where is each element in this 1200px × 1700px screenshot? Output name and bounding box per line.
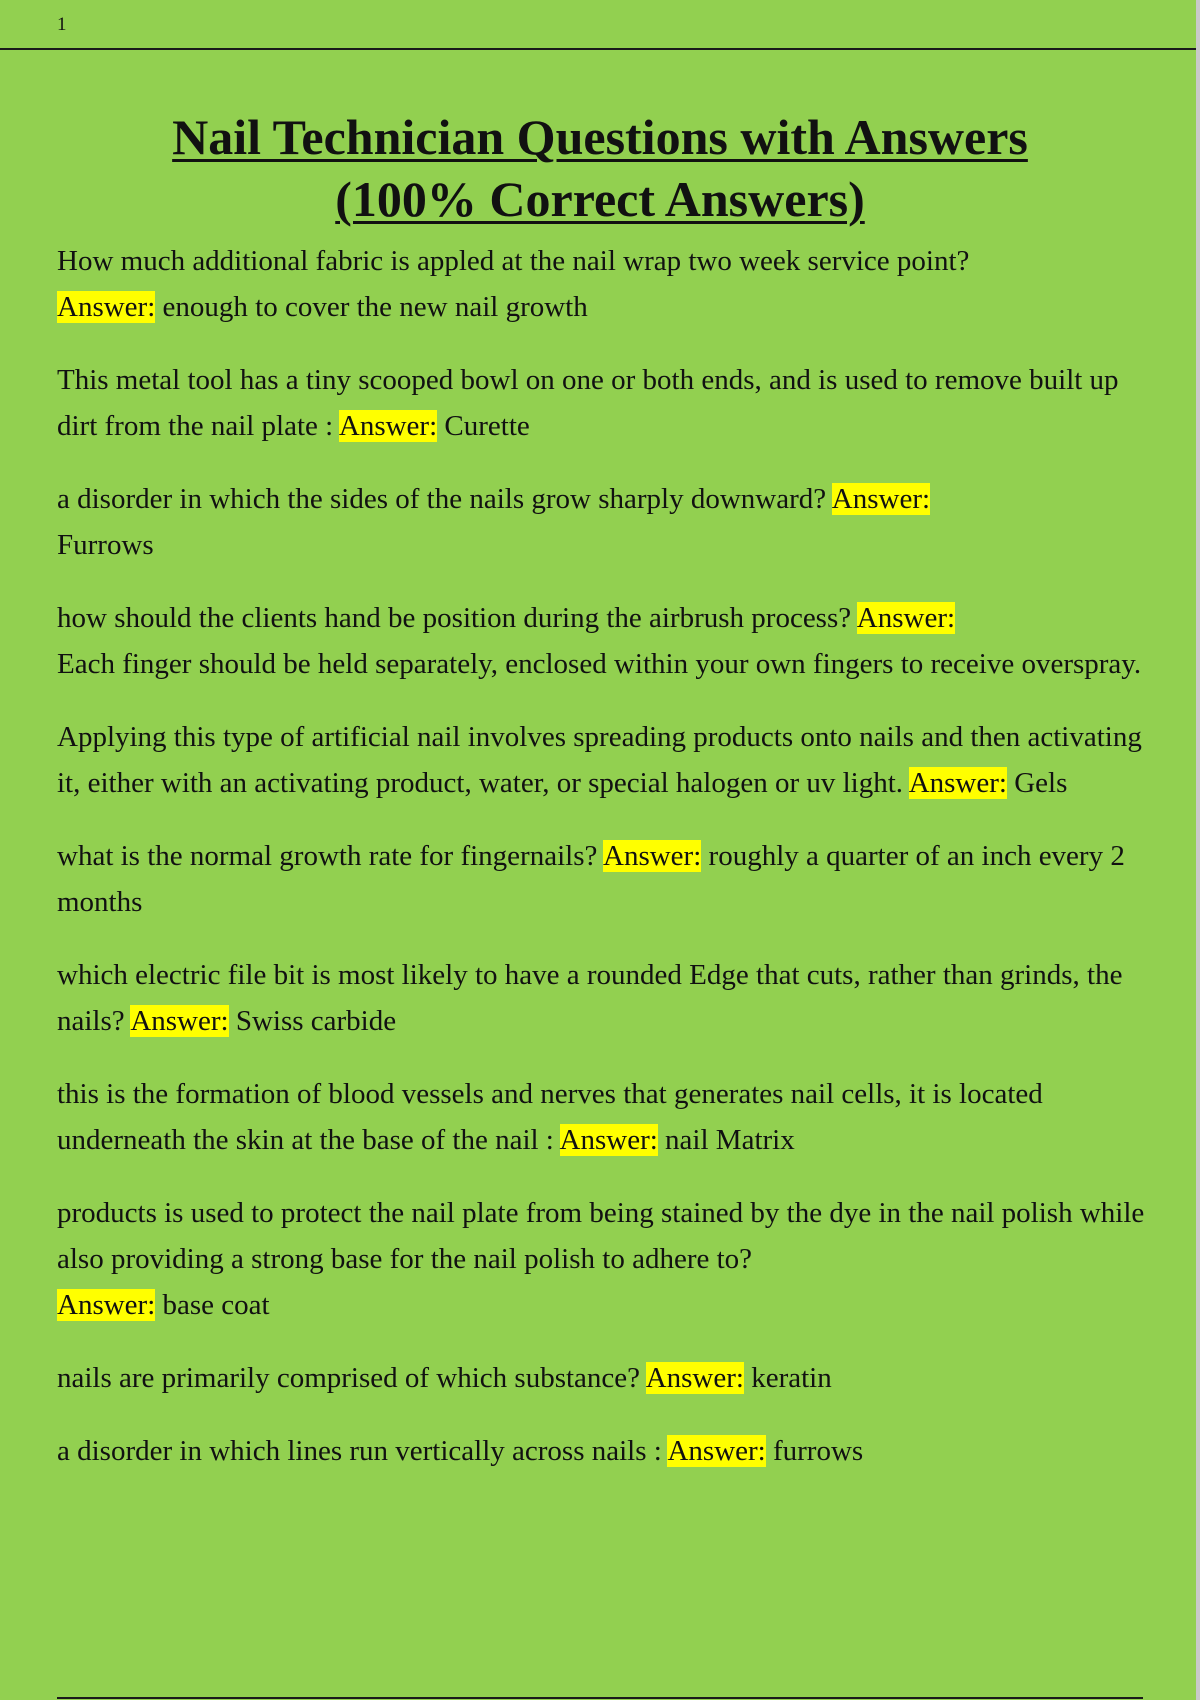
answer-label: Answer: <box>130 1005 229 1037</box>
qa-item <box>57 476 1147 568</box>
answer-label: Answer: <box>57 1289 156 1321</box>
answer-text: Curette <box>444 410 530 442</box>
header-rule <box>0 48 1200 50</box>
answer-label: Answer: <box>667 1435 766 1467</box>
answer-label: Answer: <box>559 1124 658 1156</box>
answer-label: Answer: <box>603 840 702 872</box>
question-text: products is used to protect the nail plate from being stained by the dye in the nail polish while also providing a strong base for the nail polish to adhere to? <box>57 1197 1145 1275</box>
answer-text: furrows <box>772 1435 864 1467</box>
title-line-2: (100% Correct Answers) <box>335 171 865 227</box>
question-text: Applying this type of artificial nail involves spreading products onto nails and then activating it, either with an activating product, water, or special halogen or uv light. <box>57 721 1142 799</box>
question-text: a disorder in which lines run vertically across nails : <box>57 1435 662 1467</box>
answer-label: Answer: <box>908 767 1007 799</box>
answer-label: Answer: <box>338 410 438 442</box>
answer-text: keratin <box>751 1362 832 1394</box>
question-text: how should the clients hand be position during the airbrush process? <box>57 602 852 634</box>
answer-label: Answer: <box>831 483 931 515</box>
question-text: a disorder in which the sides of the nails grow sharply downward? <box>57 483 827 515</box>
qa-item <box>57 595 1147 687</box>
answer-text: Furrows <box>57 529 154 561</box>
qa-item <box>57 238 1147 330</box>
page-number: 1 <box>57 14 67 35</box>
question-text: This metal tool has a tiny scooped bowl on one or both ends, and is used to remove built up dirt from the nail plate : <box>57 364 1119 442</box>
document-title <box>0 106 1200 230</box>
page-edge <box>1196 0 1200 1700</box>
qa-list <box>57 238 1147 1501</box>
qa-item <box>57 1071 1147 1163</box>
qa-item <box>57 714 1147 806</box>
qa-item <box>57 952 1147 1044</box>
answer-label: Answer: <box>856 602 956 634</box>
qa-item <box>57 1428 1147 1474</box>
footer-rule <box>57 1697 1143 1699</box>
question-text: this is the formation of blood vessels and nerves that generates nail cells, it is located underneath the skin at the base of the nail : <box>57 1078 1043 1156</box>
question-text: which electric file bit is most likely to have a rounded Edge that cuts, rather than grinds, the nails? <box>57 959 1123 1037</box>
qa-item <box>57 1355 1147 1401</box>
answer-label: Answer: <box>645 1362 744 1394</box>
answer-text: Swiss carbide <box>235 1005 397 1037</box>
qa-item <box>57 357 1147 449</box>
question-text: How much additional fabric is appled at the nail wrap two week service point? <box>57 245 970 277</box>
qa-item <box>57 1190 1147 1328</box>
answer-text: roughly a quarter of an inch every 2 months <box>57 840 1125 918</box>
answer-text: Each finger should be held separately, enclosed within your own fingers to receive overspray. <box>57 648 1142 680</box>
answer-text: base coat <box>162 1289 270 1321</box>
answer-text: Gels <box>1014 767 1068 799</box>
question-text: nails are primarily comprised of which substance? <box>57 1362 641 1394</box>
answer-text: enough to cover the new nail growth <box>162 291 588 323</box>
question-text: what is the normal growth rate for fingernails? <box>57 840 598 872</box>
qa-item <box>57 833 1147 925</box>
title-line-1: Nail Technician Questions with Answers <box>172 109 1028 165</box>
answer-label: Answer: <box>57 291 156 323</box>
answer-text: nail Matrix <box>665 1124 795 1156</box>
